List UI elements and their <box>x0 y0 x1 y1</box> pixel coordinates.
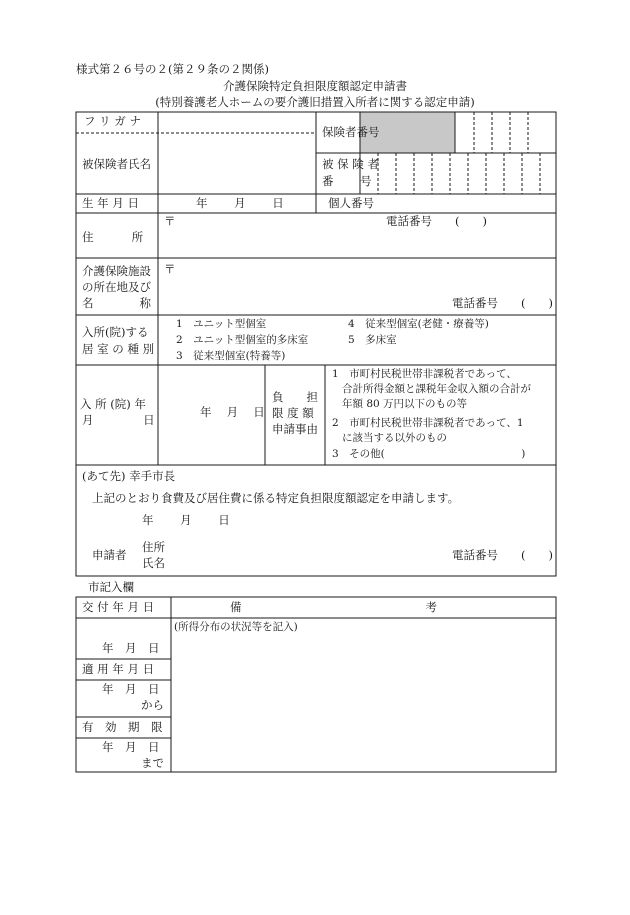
room-type-option-3[interactable]: 3 従来型個室(特養等) <box>176 350 286 362</box>
reason-option-2-line1[interactable]: 2 市町村民税世帯非課税者であって、1 <box>332 417 524 429</box>
room-type-option-4[interactable]: 4 従来型個室(老健・療養等) <box>348 318 489 330</box>
addressee: (あて先) 幸手市長 <box>82 469 176 483</box>
personal-number-label: 個人番号 <box>328 196 374 210</box>
form-number: 様式第２６号の２(第２９条の２関係) <box>76 62 269 76</box>
reason-option-3[interactable]: 3 その他( ) <box>332 448 526 460</box>
room-type-label-line2: 居 室 の 種 別 <box>82 342 155 356</box>
room-type-label-line1: 入所(院)する <box>82 325 149 339</box>
declaration-date-value[interactable]: 年 月 日 <box>142 513 230 527</box>
facility-label-line3: 名 称 <box>82 296 151 310</box>
valid-period-value[interactable]: 年 月 日 <box>102 740 160 754</box>
facility-postal-mark: 〒 <box>164 262 176 276</box>
facility-field[interactable] <box>180 262 550 292</box>
room-type-option-1[interactable]: 1 ユニット型個室 <box>176 318 267 330</box>
apply-from-label: から <box>141 698 164 712</box>
apply-date-label: 適 用 年 月 日 <box>82 662 155 676</box>
admission-date-value[interactable]: 年 月 日 <box>200 405 265 419</box>
remarks-note: (所得分布の状況等を記入) <box>174 621 298 633</box>
form-subtitle: (特別養護老人ホームの要介護旧措置入所者に関する認定申請) <box>155 95 475 109</box>
valid-period-label: 有 効 期 限 <box>82 720 163 734</box>
issue-date-value[interactable]: 年 月 日 <box>102 641 160 655</box>
remarks-label: 備 考 <box>230 600 437 614</box>
issue-date-label: 交 付 年 月 日 <box>82 600 155 614</box>
insured-number-label-line1: 被 保 険 者 <box>322 157 379 171</box>
insured-name-label: 被保険者氏名 <box>82 157 151 171</box>
reason-label-line1: 負 担 <box>272 390 318 404</box>
reason-label-line3: 申請事由 <box>272 422 318 436</box>
furigana-label: フ リ ガ ナ <box>84 114 141 128</box>
declaration-statement: 上記のとおり食費及び居住費に係る特定負担限度額認定を申請します。 <box>92 491 460 505</box>
insurer-number-field[interactable] <box>457 114 554 151</box>
reason-label-line2: 限 度 額 <box>272 406 314 420</box>
furigana-field[interactable] <box>162 114 312 131</box>
reason-option-2-line2: に該当する以外のもの <box>342 432 447 444</box>
facility-label-line1: 介護保険施設 <box>82 264 151 278</box>
admission-date-label-line2: 月 日 <box>82 413 155 427</box>
facility-label-line2: の所在地及び <box>82 280 151 294</box>
address-label: 住 所 <box>82 230 144 244</box>
personal-number-field[interactable] <box>382 196 554 211</box>
admission-date-label-line1: 入 所 (院) 年 <box>80 397 146 411</box>
applicant-name-field[interactable] <box>172 538 442 572</box>
address-phone-label: 電話番号 ( ) <box>386 214 487 228</box>
room-type-option-2[interactable]: 2 ユニット型個室的多床室 <box>176 334 309 346</box>
apply-date-value[interactable]: 年 月 日 <box>102 682 160 696</box>
insurer-number-label: 保険者番号 <box>322 125 380 139</box>
reason-option-1-line2: 合計所得金額と課税年金収入額の合計が <box>342 383 531 395</box>
reason-option-1-line1[interactable]: 1 市町村民税世帯非課税者であって、 <box>332 368 517 380</box>
postal-mark: 〒 <box>164 214 176 228</box>
form-title: 介護保険特定負担限度額認定申請書 <box>223 79 407 93</box>
applicant-name-label: 氏名 <box>142 556 165 570</box>
office-section-title: 市記入欄 <box>88 580 134 594</box>
applicant-phone-label: 電話番号 ( ) <box>452 548 553 562</box>
applicant-address-label: 住所 <box>142 540 165 554</box>
insured-name-field[interactable] <box>162 136 312 191</box>
insured-number-label-line2: 番 号 <box>322 174 372 188</box>
remarks-field[interactable] <box>175 638 551 768</box>
insured-number-field[interactable] <box>362 155 554 192</box>
facility-phone-label: 電話番号 ( ) <box>452 296 553 310</box>
birthdate-value[interactable]: 年 月 日 <box>196 196 284 210</box>
birthdate-label: 生 年 月 日 <box>82 196 139 210</box>
valid-until-label: まで <box>141 756 164 770</box>
room-type-option-5[interactable]: 5 多床室 <box>348 334 397 346</box>
reason-option-1-line3: 年額 80 万円以下のもの等 <box>342 398 468 410</box>
address-field[interactable] <box>180 228 550 254</box>
applicant-label: 申請者 <box>92 548 127 562</box>
